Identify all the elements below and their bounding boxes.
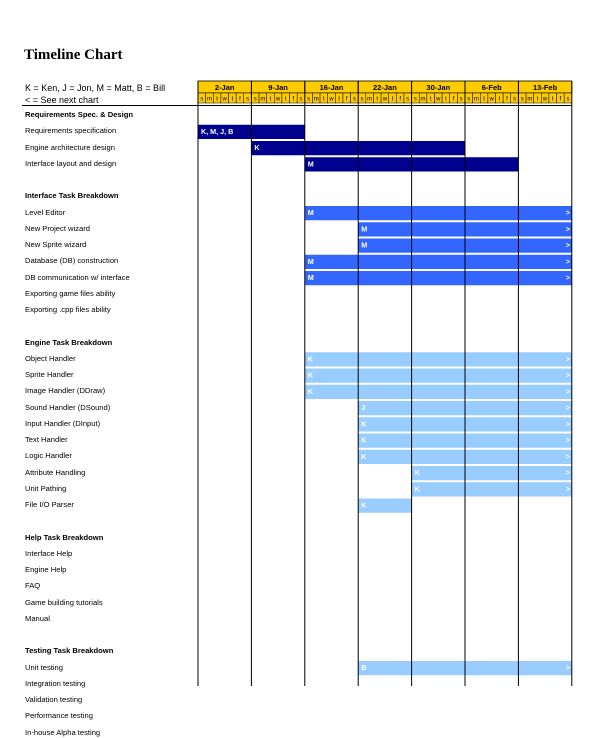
task-label: Sound Handler (DSound)	[25, 402, 111, 412]
legend-next-chart: < = See next chart	[25, 95, 99, 105]
week-header-label: 6-Feb	[481, 83, 502, 92]
task-label: Object Handler	[25, 353, 76, 363]
task-assignee: K	[414, 484, 420, 494]
day-letter: t	[338, 96, 340, 103]
day-letter: w	[489, 96, 494, 103]
continue-marker: >	[565, 256, 571, 266]
day-letter: f	[452, 96, 455, 103]
day-letter: f	[239, 96, 241, 103]
day-letter: s	[467, 96, 471, 103]
continue-marker: >	[565, 386, 571, 396]
task-bar	[305, 352, 572, 366]
day-letter: m	[260, 96, 266, 103]
day-letter: t	[231, 96, 234, 103]
day-letter: f	[559, 96, 562, 103]
day-letter: w	[382, 96, 388, 103]
task-label: Attribute Handling	[25, 467, 86, 477]
task-assignee: B	[361, 663, 367, 672]
continue-marker: >	[565, 224, 571, 234]
task-label: Level Editor	[25, 207, 66, 217]
continue-marker: >	[565, 468, 571, 477]
section-heading: Engine Task Breakdown	[25, 337, 113, 347]
task-label: Game building tutorials	[25, 597, 103, 607]
day-letter: w	[222, 96, 227, 103]
day-letter: s	[566, 96, 570, 103]
day-letter: w	[275, 96, 281, 103]
day-letter: s	[246, 96, 250, 103]
day-letter: t	[498, 96, 501, 103]
task-assignee: K	[307, 354, 314, 364]
task-assignee: K	[361, 500, 367, 510]
section-heading: Help Task Breakdown	[25, 532, 104, 542]
day-letter: s	[253, 96, 257, 103]
day-letter: s	[459, 96, 463, 103]
task-label: In-house Alpha testing	[25, 727, 101, 737]
day-letter: s	[520, 96, 524, 103]
day-letter: t	[323, 96, 325, 103]
task-label: Interface Help	[25, 548, 73, 558]
task-assignee: K	[307, 386, 314, 396]
task-label: Requirements specification	[25, 126, 117, 136]
day-letter: m	[420, 96, 426, 103]
day-letter: s	[513, 96, 517, 103]
task-label: Manual	[25, 613, 50, 623]
day-letter: s	[413, 96, 417, 103]
task-label: Image Handler (DDraw)	[25, 386, 106, 396]
task-label: Engine Help	[25, 565, 67, 574]
task-assignee: M	[307, 159, 314, 169]
task-bar	[305, 369, 572, 383]
task-label: Text Handler	[25, 435, 68, 444]
day-letter: w	[542, 96, 548, 103]
continue-marker: >	[565, 435, 571, 445]
task-assignee: K	[361, 419, 367, 429]
section-heading: Interface Task Breakdown	[25, 191, 119, 201]
week-header-label: 9-Jan	[268, 83, 288, 92]
day-letter: t	[216, 96, 218, 103]
week-header-label: 30-Jan	[426, 83, 451, 92]
task-assignee: M	[307, 256, 314, 266]
task-label: Exporting game files ability	[25, 288, 116, 298]
continue-marker: >	[565, 240, 571, 250]
task-label: Validation testing	[25, 695, 83, 704]
task-label: Input Handler (DInput)	[25, 418, 101, 428]
task-bar	[305, 255, 572, 269]
task-assignee: K	[361, 435, 367, 445]
task-label: Performance testing	[25, 711, 93, 721]
task-label: Logic Handler	[25, 451, 72, 461]
day-letter: m	[367, 96, 373, 103]
task-bar	[305, 206, 572, 220]
day-letter: w	[436, 96, 441, 103]
day-letter: f	[506, 96, 508, 103]
day-letter: t	[391, 96, 394, 103]
section-heading: Requirements Spec. & Design	[25, 110, 134, 119]
task-assignee: K	[254, 143, 260, 152]
day-letter: t	[284, 96, 287, 103]
day-letter: f	[399, 96, 401, 103]
day-letter: f	[345, 96, 348, 103]
task-label: New Sprite wizard	[25, 240, 87, 249]
task-label: New Project wizard	[25, 223, 90, 233]
chart-title: Timeline Chart	[24, 47, 123, 63]
continue-marker: >	[565, 419, 571, 429]
continue-marker: >	[565, 484, 571, 494]
continue-marker: >	[565, 370, 571, 380]
day-letter: f	[292, 96, 295, 103]
task-label: Interface layout and design	[25, 158, 117, 168]
continue-marker: >	[565, 663, 571, 672]
task-label: Database (DB) construction	[25, 256, 119, 266]
task-assignee: J	[361, 403, 366, 412]
day-letter: t	[429, 96, 432, 103]
task-label: Unit testing	[25, 662, 63, 672]
day-letter: m	[473, 96, 479, 103]
day-letter: t	[269, 96, 272, 103]
day-letter: m	[313, 96, 319, 103]
day-letter: s	[360, 96, 364, 103]
week-header-label: 2-Jan	[214, 83, 235, 92]
task-label: Exporting .cpp files ability	[25, 305, 111, 314]
legend-initials: K = Ken, J = Jon, M = Matt, B = Bill	[25, 83, 166, 93]
task-bar	[412, 466, 572, 480]
day-letter: s	[299, 96, 303, 103]
day-letter: s	[406, 96, 410, 103]
day-letter: t	[483, 96, 485, 103]
task-label: File I/O Parser	[25, 500, 74, 509]
week-header-label: 13-Feb	[533, 83, 558, 92]
day-letter: w	[329, 96, 334, 103]
task-assignee: K	[361, 451, 367, 461]
task-assignee: M	[361, 224, 368, 234]
day-letter: t	[536, 96, 539, 103]
task-assignee: K, M, J, B	[201, 126, 234, 136]
task-label: FAQ	[25, 581, 41, 591]
day-letter: t	[551, 96, 554, 103]
task-label: Integration testing	[25, 678, 86, 688]
task-label: DB communication w/ interface	[25, 272, 130, 282]
continue-marker: >	[565, 208, 571, 217]
day-letter: t	[376, 96, 379, 103]
day-letter: t	[445, 96, 447, 103]
task-bar	[305, 271, 572, 285]
continue-marker: >	[565, 354, 571, 364]
day-letter: s	[307, 96, 311, 103]
task-bar	[305, 385, 572, 399]
task-label: Engine architecture design	[25, 142, 115, 152]
week-header-label: 16-Jan	[319, 83, 344, 92]
task-assignee: M	[307, 273, 314, 282]
task-assignee: M	[307, 208, 314, 217]
continue-marker: >	[565, 403, 571, 412]
continue-marker: >	[565, 273, 571, 282]
task-assignee: K	[414, 468, 420, 477]
day-letter: s	[200, 96, 204, 103]
section-heading: Testing Task Breakdown	[25, 646, 114, 656]
day-letter: m	[206, 96, 212, 103]
continue-marker: >	[565, 451, 571, 461]
task-bar	[412, 482, 572, 496]
task-label: Sprite Handler	[25, 370, 74, 379]
week-header-label: 22-Jan	[373, 83, 397, 92]
day-letter: m	[527, 96, 533, 103]
task-assignee: K	[307, 370, 314, 380]
task-label: Unit Pathing	[25, 483, 67, 493]
task-assignee: M	[361, 240, 368, 250]
day-letter: s	[352, 96, 356, 103]
